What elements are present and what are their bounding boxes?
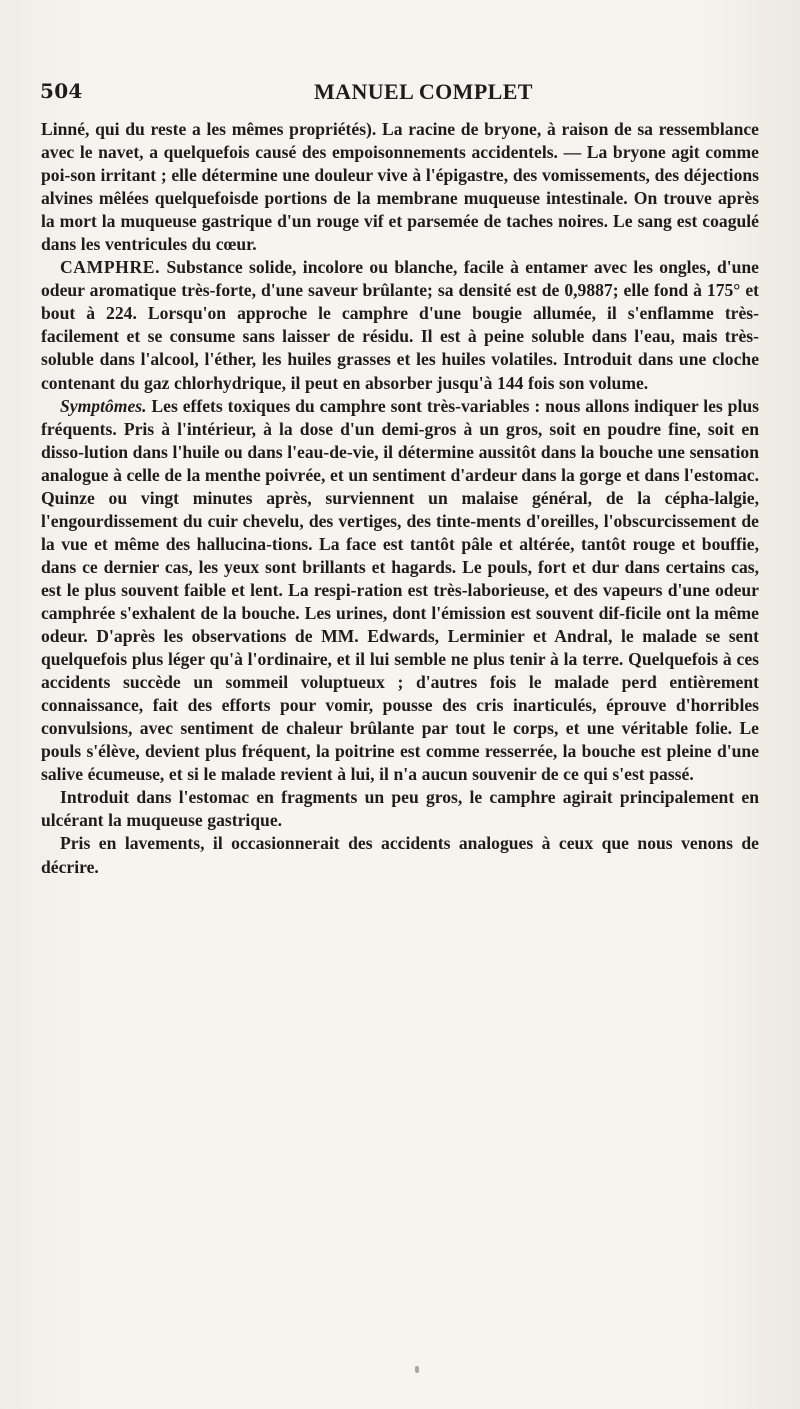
paragraph-text: Introduit dans l'estomac en fragments un peu gros, le camphre agirait principalement en ulcérant la muqueuse gastrique. [41,787,759,831]
paragraph-lavements [41,832,759,878]
paragraph-estomac [41,786,759,832]
page-header [40,79,760,111]
section-lead: Symptômes. [60,395,147,416]
paragraph-bryone [41,118,759,256]
page-body [41,118,759,879]
page-number: 504 [40,79,83,103]
paragraph-text: Les effets toxiques du camphre sont très-variables : nous allons indiquer les plus fréquents. Pris à l'intérieur, à la dose d'un demi-gros à un gros, soit en poudre fine, soit en disso-lution dans l'huile ou dans l'eau-de-vie, il détermine aussitôt dans la bouche une sensation analogue à celle de la menthe poivrée, et un sentiment d'ardeur dans la gorge et dans l'estomac. Quinze ou vingt minutes après, surviennent un malaise général, de la cépha-lalgie, l'engourdissement du cuir chevelu, des vertiges, des tinte-ments d'oreilles, l'obscurcissement de la vue et même des hallucina-tions. La face est tantôt pâle et altérée, tantôt rouge et bouffie, dans ce dernier cas, les yeux sont brillants et hagards. Le pouls, fort et dur dans certains cas, est le plus souvent faible et lent. La respi-ration est très-laborieuse, et des vapeurs d'une odeur camphrée s'exhalent de la bouche. Les urines, dont l'émission est souvent dif-ficile ont la même odeur. D'après les observations de MM. Edwards, Lerminier et Andral, le malade se sent quelquefois plus léger qu'à l'ordinaire, et il lui semble ne plus tenir à la terre. Quelquefois à ces accidents succède un sommeil voluptueux ; d'autres fois le malade perd entièrement connaissance, fait des efforts pour vomir, pousse des cris inarticulés, éprouve d'horribles convulsions, avec sentiment de chaleur brûlante par tout le corps, et une véritable folie. Le pouls s'élève, devient plus fréquent, la poitrine est comme resserrée, la bouche est pleine d'une salive écumeuse, et si le malade revient à lui, il n'a aucun souvenir de ce qui s'est passé. [41,395,759,785]
paragraph-camphre [41,256,759,394]
running-title: MANUEL COMPLET [314,79,533,104]
paragraph-symptomes [41,395,759,787]
paragraph-text: Substance solide, incolore ou blanche, facile à entamer avec les ongles, d'une odeur aromatique très-forte, d'une saveur brûlante; sa densité est de 0,9887; elle fond à 175° et bout à 224. Lorsqu'on approche le camphre d'une bougie allumée, il s'enflamme très-facilement et se consume sans laisser de résidu. Il est à peine soluble dans l'eau, mais très-soluble dans l'alcool, l'éther, les huiles grasses et les huiles volatiles. Introduit dans une cloche contenant du gaz chlorhydrique, il peut en absorber jusqu'à 144 fois son volume. [41,257,759,393]
print-mark-icon [415,1366,419,1373]
section-lead: CAMPHRE. [60,257,161,278]
paragraph-text: Linné, qui du reste a les mêmes propriétés). La racine de bryone, à raison de sa ressemblance avec le navet, a quelquefois causé des empoisonnements accidentels. — La bryone agit comme poi-son irritant ; elle détermine une douleur vive à l'épigastre, des vomissements, des déjections alvines mêlées quelquefoisde portions de la membrane muqueuse intestinale. On trouve après la mort la muqueuse gastrique d'un rouge vif et parsemée de taches noires. Le sang est coagulé dans les ventricules du cœur. [41,119,759,255]
paragraph-text: Pris en lavements, il occasionnerait des accidents analogues à ceux que nous venons de décrire. [41,833,759,877]
